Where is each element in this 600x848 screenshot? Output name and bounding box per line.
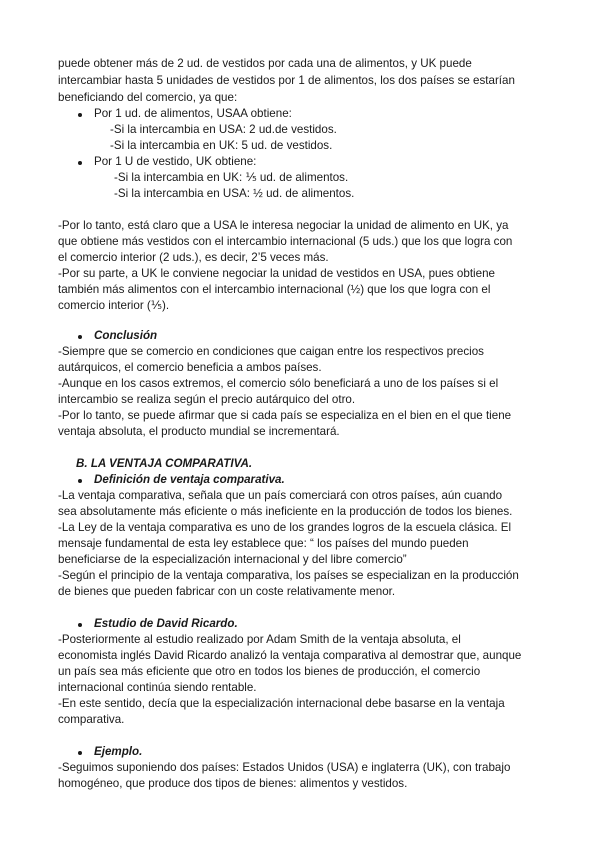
analysis-line-4: -Por su parte, a UK le conviene negociar la unidad de vestidos en USA, pues obtiene	[58, 267, 495, 280]
bullet-icon	[78, 335, 82, 339]
ricardo-line-5: -En este sentido, decía que la especialización internacional debe basarse en la ventaja	[58, 697, 505, 710]
definition-title: Definición de ventaja comparativa.	[94, 473, 285, 486]
analysis-line-6: comercio interior (⅕).	[58, 299, 170, 312]
conclusion-line-6: ventaja absoluta, el producto mundial se incrementará.	[58, 425, 340, 438]
intro-line-1: puede obtener más de 2 ud. de vestidos por cada una de alimentos, y UK puede	[58, 57, 472, 70]
bullet-icon	[78, 113, 82, 117]
section-b-heading: B. LA VENTAJA COMPARATIVA.	[76, 457, 253, 470]
ricardo-line-6: comparativa.	[58, 713, 125, 726]
definition-line-1: -La ventaja comparativa, señala que un país comerciará con otros países, aún cuando	[58, 489, 503, 502]
analysis-line-3: el comercio interior (2 uds.), es decir, 2’5 veces más.	[58, 251, 329, 264]
bullet-icon	[78, 623, 82, 627]
ricardo-title: Estudio de David Ricardo.	[94, 617, 238, 630]
definition-line-7: de bienes que pueden fabricar con un coste relativamente menor.	[58, 585, 396, 598]
intro-line-2: intercambiar hasta 5 unidades de vestidos por 1 de alimentos, los dos países se estarían	[58, 74, 515, 87]
example-line-1: -Seguimos suponiendo dos países: Estados Unidos (USA) e inglaterra (UK), con trabajo	[58, 761, 511, 774]
bullet-uk-sub-2: -Si la intercambia en USA: ½ ud. de alimentos.	[114, 187, 355, 200]
intro-line-3: beneficiando del comercio, ya que:	[58, 91, 238, 104]
ricardo-line-1: -Posteriormente al estudio realizado por Adam Smith de la ventaja absoluta, el	[58, 633, 461, 646]
conclusion-line-1: -Siempre que se comercio en condiciones que caigan entre los respectivos precios	[58, 345, 484, 358]
bullet-usa-sub-2: -Si la intercambia en UK: 5 ud. de vestidos.	[110, 139, 333, 152]
ricardo-line-2: economista inglés David Ricardo analizó la ventaja comparativa al demostrar que, aunque	[58, 649, 522, 662]
bullet-icon	[78, 751, 82, 755]
conclusion-line-4: intercambio se realiza según el precio autárquico del otro.	[58, 393, 356, 406]
bullet-usa-label: Por 1 ud. de alimentos, USAA obtiene:	[94, 107, 292, 120]
ricardo-line-3: un país sea más eficiente que otro en todos los bienes de producción, el comercio	[58, 665, 481, 678]
analysis-line-5: también más alimentos con el intercambio internacional (½) que los que logra con el	[58, 283, 491, 296]
definition-line-6: -Según el principio de la ventaja comparativa, los países se especializan en la producción	[58, 569, 519, 582]
conclusion-line-5: -Por lo tanto, se puede afirmar que si cada país se especializa en el bien en el que tiene	[58, 409, 512, 422]
example-line-2: homogéneo, que produce dos tipos de bienes: alimentos y vestidos.	[58, 777, 408, 790]
ricardo-line-4: internacional continúa siendo rentable.	[58, 681, 257, 694]
bullet-icon	[78, 161, 82, 165]
bullet-usa-sub-1: -Si la intercambia en USA: 2 ud.de vestidos.	[110, 123, 337, 136]
definition-line-3: -La Ley de la ventaja comparativa es uno de los grandes logros de la escuela clásica. El	[58, 521, 512, 534]
analysis-line-2: que obtiene más vestidos con el intercambio internacional (5 uds.) que los que logra con	[58, 235, 513, 248]
definition-line-2: sea absolutamente más eficiente o más ineficiente en la producción de todos los bienes.	[58, 505, 513, 518]
definition-line-5: beneficiarse de la especialización internacional y del libre comercio”	[58, 553, 407, 566]
bullet-uk-sub-1: -Si la intercambia en UK: ⅕ ud. de alimentos.	[114, 171, 349, 184]
example-title: Ejemplo.	[94, 745, 143, 758]
analysis-line-1: -Por lo tanto, está claro que a USA le interesa negociar la unidad de alimento en UK, ya	[58, 219, 509, 232]
conclusion-line-3: -Aunque en los casos extremos, el comercio sólo beneficiará a uno de los países si el	[58, 377, 499, 390]
conclusion-line-2: autárquicos, el comercio beneficia a ambos países.	[58, 361, 322, 374]
bullet-icon	[78, 479, 82, 483]
conclusion-title: Conclusión	[94, 329, 158, 342]
definition-line-4: mensaje fundamental de esta ley establece que: “ los países del mundo pueden	[58, 537, 469, 550]
bullet-uk-label: Por 1 U de vestido, UK obtiene:	[94, 155, 257, 168]
